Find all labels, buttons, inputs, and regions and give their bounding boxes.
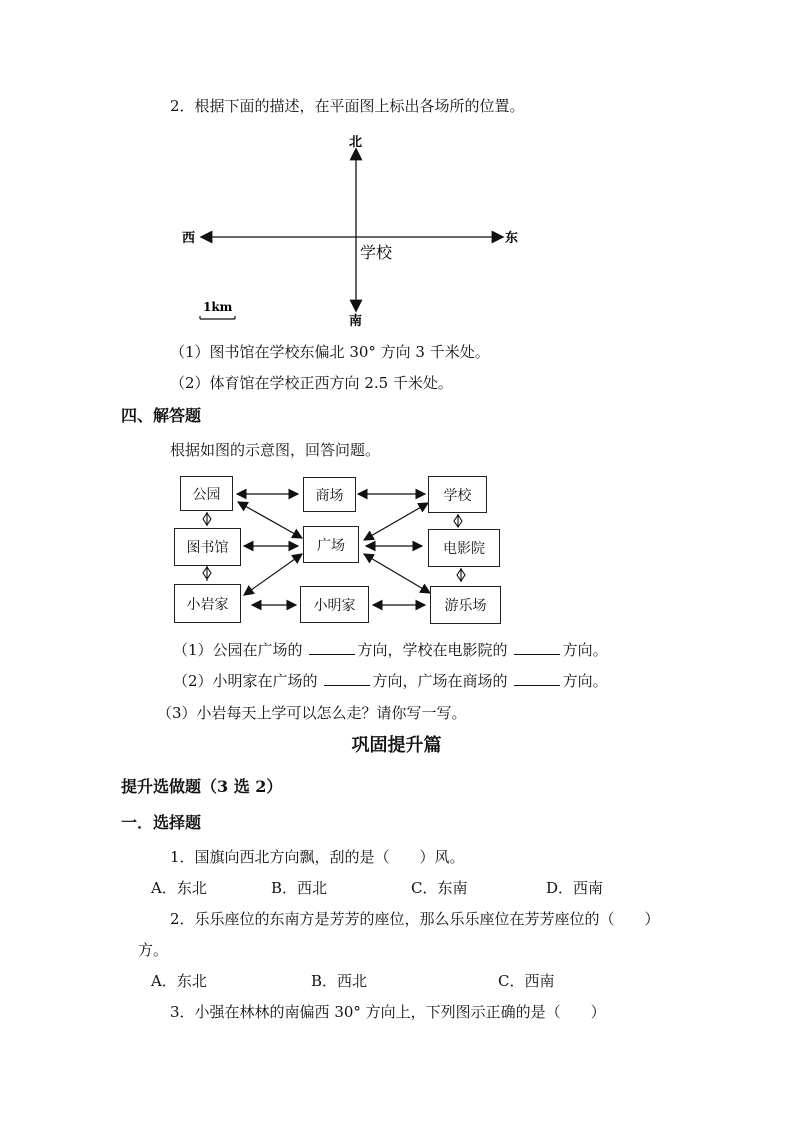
q2-blank-2[interactable] <box>514 671 560 686</box>
q1-blank-2[interactable] <box>514 640 560 655</box>
box-park: 公园 <box>180 476 233 511</box>
box-library: 图书馆 <box>174 528 241 566</box>
mc2-option-b[interactable]: B．西北 <box>311 972 368 990</box>
scale-label: 1km <box>203 300 233 314</box>
section4-q3: （3）小岩每天上学可以怎么走？请你写一写。 <box>157 704 467 722</box>
center-school-label: 学校 <box>360 243 393 262</box>
box-xiaoyan-home: 小岩家 <box>174 584 241 623</box>
mc2-option-c[interactable]: C．西南 <box>498 972 555 990</box>
map-diagram <box>0 460 793 640</box>
mc2-stem: 2．乐乐座位的东南方是芳芳的座位，那么乐乐座位在芳芳座位的（ ） <box>170 910 660 928</box>
box-school: 学校 <box>428 476 487 513</box>
box-mall: 商场 <box>303 477 356 512</box>
mc1-option-c[interactable]: C．东南 <box>411 879 468 897</box>
mc3-stem: 3．小强在林林的南偏西 30° 方向上，下列图示正确的是（ ） <box>170 1003 606 1021</box>
south-label: 南 <box>349 314 363 329</box>
q2-item-1: （1）图书馆在学校东偏北 30° 方向 3 千米处。 <box>170 343 490 361</box>
q2-item-2: （2）体育馆在学校正西方向 2.5 千米处。 <box>170 374 453 392</box>
mc1-option-a[interactable]: A．东北 <box>151 879 207 897</box>
compass-diagram <box>0 0 793 340</box>
west-label: 西 <box>182 231 196 246</box>
section1-heading: 一．选择题 <box>121 813 202 832</box>
q2-blank-1[interactable] <box>324 671 370 686</box>
q1-part-c: 方向。 <box>562 641 608 659</box>
section4-q2 <box>173 671 608 691</box>
east-label: 东 <box>505 231 519 246</box>
section4-intro: 根据如图的示意图，回答问题。 <box>170 441 381 459</box>
north-label: 北 <box>349 135 363 150</box>
box-xiaoming-home: 小明家 <box>300 586 369 623</box>
optional-heading: 提升选做题（3 选 2） <box>121 777 283 796</box>
mc1-option-b[interactable]: B．西北 <box>271 879 328 897</box>
section4-heading: 四、解答题 <box>121 406 202 425</box>
mc2-stem-cont: 方。 <box>138 941 169 959</box>
box-playground: 游乐场 <box>430 586 501 624</box>
q2-part-a: （2）小明家在广场的 <box>173 672 318 690</box>
box-cinema: 电影院 <box>428 529 500 567</box>
box-square: 广场 <box>303 526 359 563</box>
mc1-stem: 1．国旗向西北方向飘，刮的是（ ）风。 <box>170 848 465 866</box>
q2-instruction: 2．根据下面的描述，在平面图上标出各场所的位置。 <box>170 97 525 115</box>
mc2-option-a[interactable]: A．东北 <box>151 972 207 990</box>
q1-part-a: （1）公园在广场的 <box>173 641 303 659</box>
q1-part-b: 方向，学校在电影院的 <box>357 641 508 659</box>
part-title: 巩固提升篇 <box>351 735 442 756</box>
section4-q1 <box>173 640 608 660</box>
q1-blank-1[interactable] <box>309 640 355 655</box>
mc1-option-d[interactable]: D．西南 <box>546 879 604 897</box>
q2-part-c: 方向。 <box>562 672 608 690</box>
q2-part-b: 方向，广场在商场的 <box>372 672 508 690</box>
